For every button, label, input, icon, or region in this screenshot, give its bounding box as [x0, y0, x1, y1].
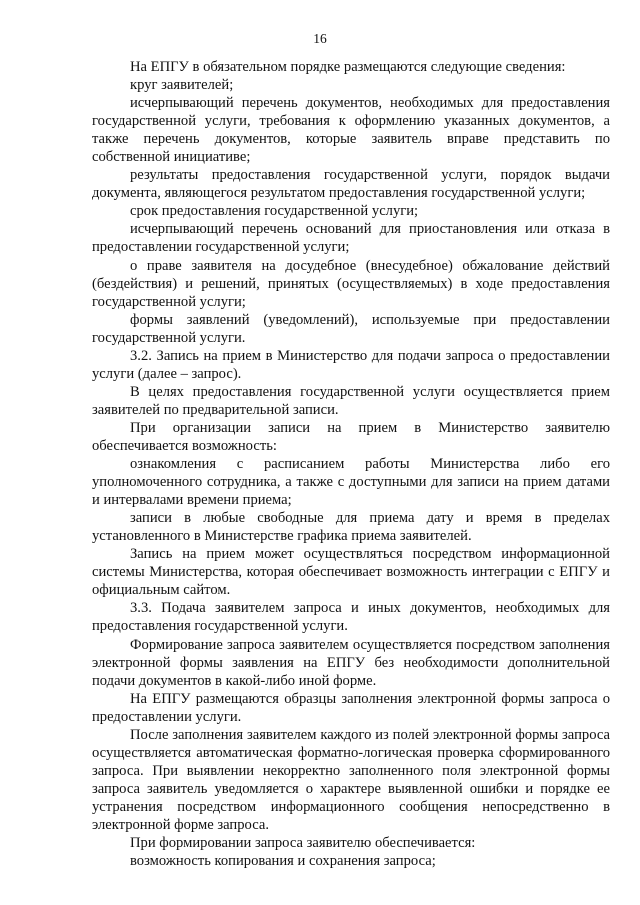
page-number: 16 — [313, 31, 327, 46]
paragraph: На ЕПГУ размещаются образцы заполнения электронной формы запроса о предоставлении услуги. — [92, 690, 610, 725]
paragraph: ознакомления с расписанием работы Министерства либо его уполномоченного сотрудника, а также с доступными для записи на прием датами и интервалами времени приема; — [92, 456, 610, 509]
paragraph: исчерпывающий перечень оснований для приостановления или отказа в предоставлении государственной услуги; — [92, 221, 610, 256]
paragraph: формы заявлений (уведомлений), используемые при предоставлении государственной услуги. — [92, 311, 610, 346]
paragraph: результаты предоставления государственной услуги, порядок выдачи документа, являющегося результатом предоставления государственной услуги; — [92, 167, 610, 202]
section-heading: 3.3. Подача заявителем запроса и иных документов, необходимых для предоставления государственной услуги. — [92, 600, 610, 635]
paragraph: При формировании запроса заявителю обеспечивается: — [130, 835, 476, 852]
paragraph: Запись на прием может осуществляться посредством информационной системы Министерства, которая обеспечивает возможность интеграции с ЕПГУ и официальным сайтом. — [92, 546, 610, 599]
paragraph: круг заявителей; — [130, 77, 234, 94]
paragraph: срок предоставления государственной услуги; — [130, 203, 419, 220]
paragraph: На ЕПГУ в обязательном порядке размещаются следующие сведения: — [130, 59, 566, 75]
paragraph: о праве заявителя на досудебное (внесудебное) обжалование действий (бездействия) и решений, принятых (осуществляемых) в ходе предоставления государственной услуги; — [92, 257, 610, 310]
section-heading: 3.2. Запись на прием в Министерство для подачи запроса о предоставлении услуги (далее – запрос). — [92, 347, 610, 382]
paragraph: При организации записи на прием в Министерство заявителю обеспечивается возможность: — [92, 419, 610, 454]
paragraph: исчерпывающий перечень документов, необходимых для предоставления государственной услуги, требования к оформлению указанных документов, а также перечень документов, которые заявитель вправе представить по собственной инициативе; — [92, 95, 610, 166]
paragraph: возможность копирования и сохранения запроса; — [130, 853, 436, 870]
paragraph: Формирование запроса заявителем осуществляется посредством заполнения электронной формы заявления на ЕПГУ без необходимости дополнительной подачи документов в какой-либо иной форме. — [92, 636, 610, 689]
paragraph: записи в любые свободные для приема дату и время в пределах установленного в Министерстве графика приема заявителей. — [92, 510, 610, 545]
paragraph: После заполнения заявителем каждого из полей электронной формы запроса осуществляется автоматическая форматно-логическая проверка сформированного запроса. При выявлении некорректно заполненного поля электронной формы запроса заявитель уведомляется о характере выявленной ошибки и порядке ее устранения посредством информационного сообщения непосредственно в электронной форме запроса. — [92, 726, 610, 833]
paragraph: В целях предоставления государственной услуги осуществляется прием заявителей по предварительной записи. — [92, 383, 610, 418]
document-body — [92, 58, 610, 870]
